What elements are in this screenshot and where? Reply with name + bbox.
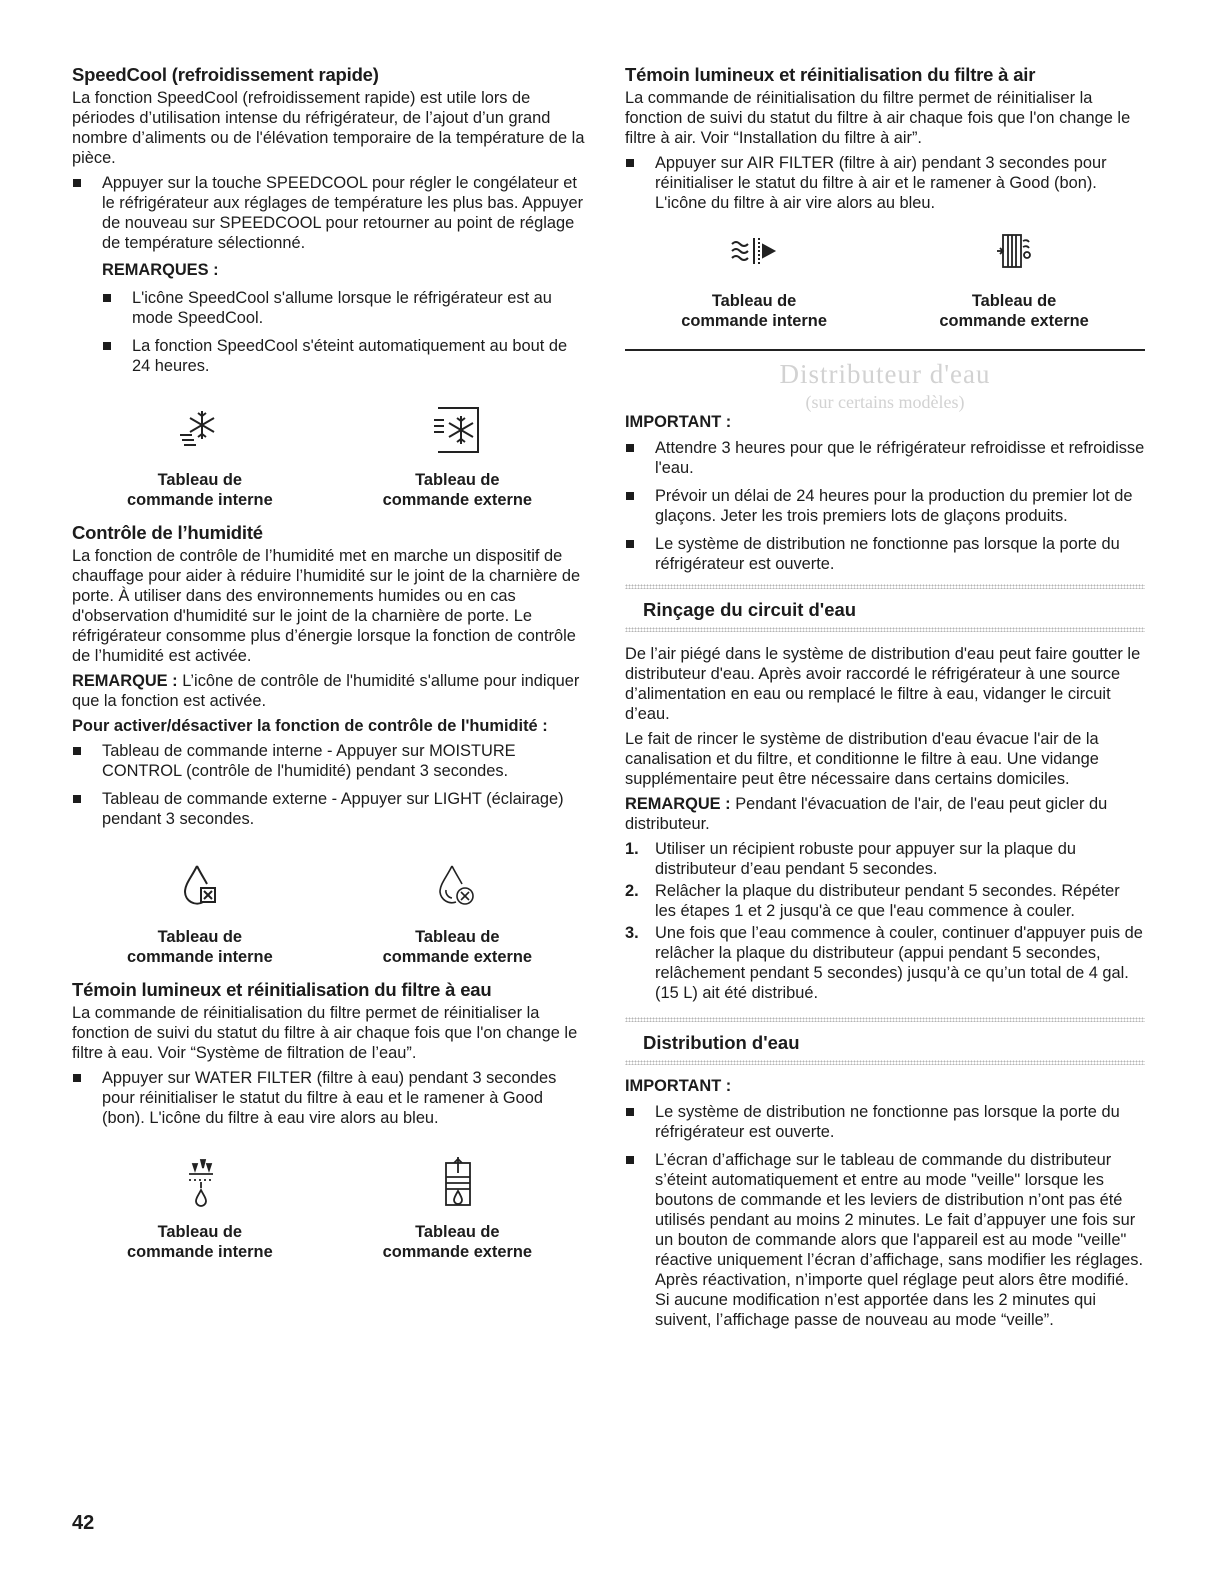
water-filter-icon-row: [72, 1150, 587, 1210]
dispenser-bullet: Le système de distribution ne fonctionne pas lorsque la porte du réfrigérateur est ouverte.: [625, 534, 1145, 574]
rinse-title: Rinçage du circuit d'eau: [643, 598, 857, 620]
speedcool-internal-icon: [173, 402, 229, 458]
air-filter-intro: La commande de réinitialisation du filtre permet de réinitialiser la fonction de suivi du statut du filtre à air chaque fois que l'on change le filtre à air. Voir “Installation du filtre à air”.: [625, 89, 1131, 147]
humidity-bullets: [72, 741, 587, 829]
humidity-caption-internal: Tableau de commande interne: [126, 928, 273, 966]
humidity-note-text: L’icône de contrôle de l'humidité s'allume pour indiquer que la fonction est activée.: [72, 672, 580, 710]
rinse-paragraph: Le fait de rincer le système de distribution d'eau évacue l'air de la canalisation et du filtre, et conditionne le filtre à eau. Une vidange supplémentaire peut être nécessaire dans certains domiciles.: [625, 729, 1099, 788]
right-column: [625, 64, 1145, 1338]
water-filter-caption-internal: Tableau de commande interne: [126, 1223, 273, 1261]
humidity-bullet: Tableau de commande interne - Appuyer sur MOISTURE CONTROL (contrôle de l'humidité) pendant 3 secondes.: [72, 741, 587, 781]
humidity-section: [72, 522, 587, 967]
dispenser-subtitle: (sur certains modèles): [805, 391, 965, 412]
rinse-step-text: Relâcher la plaque du distributeur pendant 5 secondes. Répéter les étapes 1 et 2 jusqu'à ce que l'eau commence à couler.: [655, 881, 1120, 920]
speedcool-external-icon: [430, 402, 486, 458]
air-filter-external-icon: [987, 223, 1043, 279]
humidity-internal-icon: [173, 859, 229, 915]
rinse-step: [625, 881, 1145, 921]
dispenser-bullet: Attendre 3 heures pour que le réfrigérateur refroidisse et refroidisse l'eau.: [625, 438, 1145, 478]
speedcool-icon-row: [72, 398, 587, 458]
speedcool-remark: L'icône SpeedCool s'allume lorsque le réfrigérateur est au mode SpeedCool.: [102, 288, 587, 328]
humidity-note-label: REMARQUE :: [72, 672, 178, 690]
air-filter-section: [625, 64, 1145, 331]
humidity-intro: La fonction de contrôle de l’humidité met en marche un dispositif de chauffage pour aider à réduire l’humidité sur le joint de la charnière de porte. À utiliser dans des environnements humides ou en cas d'observation d'humidité sur le joint de la charnière de porte. Le réfrigérateur consomme plus d’énergie lorsque la fonction de contrôle de l’humidité est activée.: [72, 547, 581, 665]
distribution-bullet: L’écran d’affichage sur le tableau de commande du distributeur s’éteint automatiquement et entre au mode "veille" lorsque les boutons de commande et les leviers de distribution n’ont pas été utilisés pendant au moins 2 minutes. Le fait d’appuyer une fois sur un bouton de commande alors que l'appareil est au mode "veille" réactive uniquement l’écran d’affichage, sans modifier les réglages. Après réactivation, n’importe quel réglage peut alors être modifié. Si aucune modification n’est apportée dans les 2 minutes qui suivent, l’affichage passe de nouveau au mode “veille”.: [625, 1150, 1145, 1330]
dispenser-bullet: Prévoir un délai de 24 heures pour la production du premier lot de glaçons. Jeter les trois premiers lots de glaçons produits.: [625, 486, 1145, 526]
speedcool-bullet: Appuyer sur la touche SPEEDCOOL pour régler le congélateur et le réfrigérateur aux réglages de température les plus bas. Appuyer de nouveau sur SPEEDCOOL pour retourner au point de réglage de température sélectionné.: [72, 173, 587, 253]
rinse-step: [625, 839, 1145, 879]
speedcool-caption-external: Tableau de commande externe: [382, 471, 533, 509]
water-filter-bullets: [72, 1068, 587, 1128]
humidity-icon-row: [72, 855, 587, 915]
distribution-title: Distribution d'eau: [643, 1031, 800, 1053]
humidity-subhead: Pour activer/désactiver la fonction de contrôle de l'humidité :: [72, 717, 548, 735]
air-filter-bullet: Appuyer sur AIR FILTER (filtre à air) pendant 3 secondes pour réinitialiser le statut du filtre à air et le ramener à Good (bon). L'icône du filtre à air vire alors au bleu.: [625, 153, 1145, 213]
speedcool-title: SpeedCool (refroidissement rapide): [72, 64, 379, 85]
rinse-step-text: Une fois que l’eau commence à couler, continuer d'appuyer puis de relâcher la plaque du distributeur (appui pendant 5 secondes, relâchement pendant 5 secondes) jusqu’à ce qu’un total de 4 gal. (15 L) ait été distribué.: [655, 923, 1143, 1002]
rinse-note-label: REMARQUE :: [625, 794, 731, 813]
speedcool-remarks: [72, 288, 587, 376]
water-filter-external-icon: [430, 1154, 486, 1210]
rinse-bottom-rule: [625, 627, 1145, 632]
water-filter-section: [72, 979, 587, 1262]
air-filter-title: Témoin lumineux et réinitialisation du filtre à air: [625, 64, 1036, 85]
air-filter-bullets: [625, 153, 1145, 213]
air-filter-icon-row: [625, 229, 1145, 279]
rinse-note-text: Pendant l'évacuation de l'air, de l'eau peut gicler du distributeur.: [625, 794, 1108, 833]
speedcool-caption-internal: Tableau de commande interne: [126, 471, 273, 509]
speedcool-section: [72, 64, 587, 510]
rinse-step-number: 1.: [625, 839, 639, 858]
rinse-step-number: 2.: [625, 881, 639, 900]
speedcool-caption-row: [72, 470, 587, 510]
distribution-bullet: Le système de distribution ne fonctionne pas lorsque la porte du réfrigérateur est ouverte.: [625, 1102, 1145, 1142]
distribution-important-label: IMPORTANT :: [625, 1076, 732, 1095]
dispenser-important-label: IMPORTANT :: [625, 412, 732, 431]
speedcool-bullets: [72, 173, 587, 253]
speedcool-intro: La fonction SpeedCool (refroidissement rapide) est utile lors de périodes d’utilisation intense du réfrigérateur, de l’ajout d’un grand nombre d’aliments ou de l'élévation temporaire de la température de la pièce.: [72, 89, 585, 167]
rinse-note: [625, 794, 1145, 834]
air-filter-internal-icon: [727, 223, 783, 279]
rinse-steps: [625, 839, 1145, 1003]
section-divider: [625, 349, 1145, 351]
humidity-caption-row: [72, 927, 587, 967]
distribution-bottom-rule: [625, 1060, 1145, 1065]
dispenser-title: Distributeur d'eau: [779, 358, 991, 389]
water-filter-caption-external: Tableau de commande externe: [382, 1223, 533, 1261]
dispenser-bullets: [625, 438, 1145, 574]
water-filter-title: Témoin lumineux et réinitialisation du filtre à eau: [72, 979, 492, 1000]
air-filter-caption-external: Tableau de commande externe: [939, 292, 1089, 330]
air-filter-caption-internal: Tableau de commande interne: [681, 292, 827, 330]
humidity-external-icon: [430, 859, 486, 915]
rinse-step: [625, 923, 1145, 1003]
rinse-step-text: Utiliser un récipient robuste pour appuyer sur la plaque du distributeur d’eau pendant 5 secondes.: [655, 839, 1076, 878]
page-number: 42: [72, 1512, 95, 1534]
air-filter-caption-row: [625, 291, 1145, 331]
water-filter-intro: La commande de réinitialisation du filtre permet de réinitialiser la fonction de suivi du statut du filtre à air chaque fois que l'on change le filtre à eau. Voir “Système de filtration de l’eau”.: [72, 1004, 578, 1062]
water-filter-bullet: Appuyer sur WATER FILTER (filtre à eau) pendant 3 secondes pour réinitialiser le statut du filtre à eau et le ramener à Good (bon). L'icône du filtre à eau vire alors au bleu.: [72, 1068, 587, 1128]
dispenser-section: [625, 359, 1145, 574]
rinse-step-number: 3.: [625, 923, 639, 942]
distribution-section: [625, 1017, 1145, 1330]
left-column: [72, 64, 587, 1274]
water-filter-caption-row: [72, 1222, 587, 1262]
speedcool-remark: La fonction SpeedCool s'éteint automatiquement au bout de 24 heures.: [102, 336, 587, 376]
distribution-bullets: [625, 1102, 1145, 1330]
rinse-paragraph: De l’air piégé dans le système de distribution d'eau peut faire goutter le distributeur d'eau. Après avoir raccordé le réfrigérateur à une source d’alimentation en eau ou remplacé le filtre à eau, vidanger le circuit d’eau.: [625, 644, 1141, 723]
humidity-bullet: Tableau de commande externe - Appuyer sur LIGHT (éclairage) pendant 3 secondes.: [72, 789, 587, 829]
speedcool-remarks-title: REMARQUES :: [102, 261, 219, 279]
humidity-note: [72, 671, 587, 711]
rinse-section: [625, 584, 1145, 1003]
humidity-caption-external: Tableau de commande externe: [382, 928, 533, 966]
water-filter-internal-icon: [173, 1154, 229, 1210]
humidity-title: Contrôle de l’humidité: [72, 522, 263, 543]
